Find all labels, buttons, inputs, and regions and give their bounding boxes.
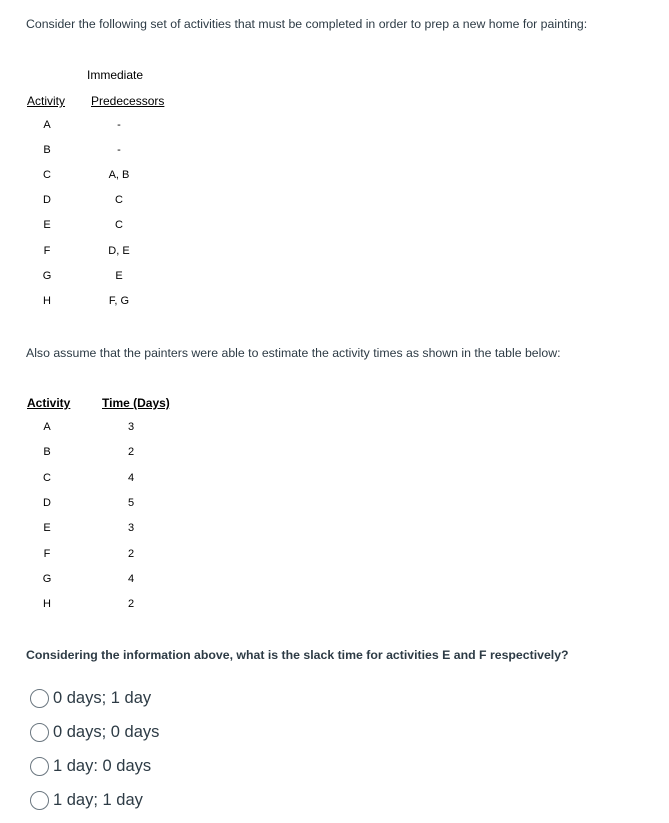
table1-activity-cell: C <box>43 169 51 182</box>
table2-activity-cell: A <box>43 421 51 433</box>
answer-option[interactable] <box>30 720 159 744</box>
radio-button[interactable] <box>30 757 49 776</box>
table1-predecessor-cell: - <box>117 144 121 157</box>
table1-header-immediate: Immediate <box>87 68 144 82</box>
table2-activity-cell: D <box>43 496 51 509</box>
table2-activity-cell: C <box>43 471 51 484</box>
table2-time-cell: 2 <box>127 598 135 611</box>
intro-text: Consider the following set of activities that must be completed in order to prep a new home for painting: <box>26 17 588 31</box>
table2-activity-cell: E <box>43 522 51 535</box>
table1-header-predecessors: Predecessors <box>91 94 165 108</box>
table1-activity-cell: B <box>43 144 51 157</box>
radio-button[interactable] <box>30 689 49 708</box>
table2-activity-cell: B <box>43 446 51 459</box>
table2-time-cell: 2 <box>127 547 135 560</box>
table1-activity-cell: D <box>43 194 51 207</box>
table1-activity-cell: A <box>43 119 51 131</box>
table2-time-cell: 2 <box>127 446 135 459</box>
table2-header-activity: Activity <box>27 396 71 410</box>
question-text: Considering the information above, what is the slack time for activities E and F respectively? <box>26 648 569 662</box>
table1-activity-cell: F <box>43 244 51 257</box>
table2-time-cell: 3 <box>127 421 135 433</box>
answer-option-label[interactable]: 1 day; 1 day <box>53 790 143 809</box>
radio-button[interactable] <box>30 791 49 810</box>
answer-option-label[interactable]: 0 days; 0 days <box>53 722 160 741</box>
answer-option-label[interactable]: 1 day: 0 days <box>53 756 152 775</box>
table1-predecessor-cell: A, B <box>108 169 130 182</box>
table1-predecessor-cell: F, G <box>108 294 130 307</box>
table2-time-cell: 4 <box>127 572 135 585</box>
answer-option[interactable] <box>30 686 151 710</box>
table2-activity-cell: F <box>43 547 51 560</box>
table1-predecessor-cell: - <box>117 119 121 131</box>
answer-option-label[interactable]: 0 days; 1 day <box>53 688 152 707</box>
answer-option[interactable] <box>30 754 151 778</box>
table1-activity-cell: E <box>43 219 51 232</box>
table2-activity-cell: H <box>43 598 51 611</box>
table2-header-time: Time (Days) <box>102 396 170 410</box>
radio-button[interactable] <box>30 723 49 742</box>
table1-header-activity: Activity <box>27 94 66 108</box>
table2-time-cell: 5 <box>127 496 135 509</box>
table1-activity-cell: G <box>42 269 52 282</box>
table2-time-cell: 4 <box>127 471 135 484</box>
table1-activity-cell: H <box>43 294 51 307</box>
table1-predecessor-cell: C <box>115 219 123 232</box>
table1-predecessor-cell: E <box>115 269 123 282</box>
table1-predecessor-cell: D, E <box>108 244 130 257</box>
table2-activity-cell: G <box>42 572 52 585</box>
middle-text: Also assume that the painters were able to estimate the activity times as shown in the table below: <box>26 346 561 360</box>
table2-time-cell: 3 <box>127 522 135 535</box>
table1-predecessor-cell: C <box>115 194 123 207</box>
answer-option[interactable] <box>30 788 143 812</box>
